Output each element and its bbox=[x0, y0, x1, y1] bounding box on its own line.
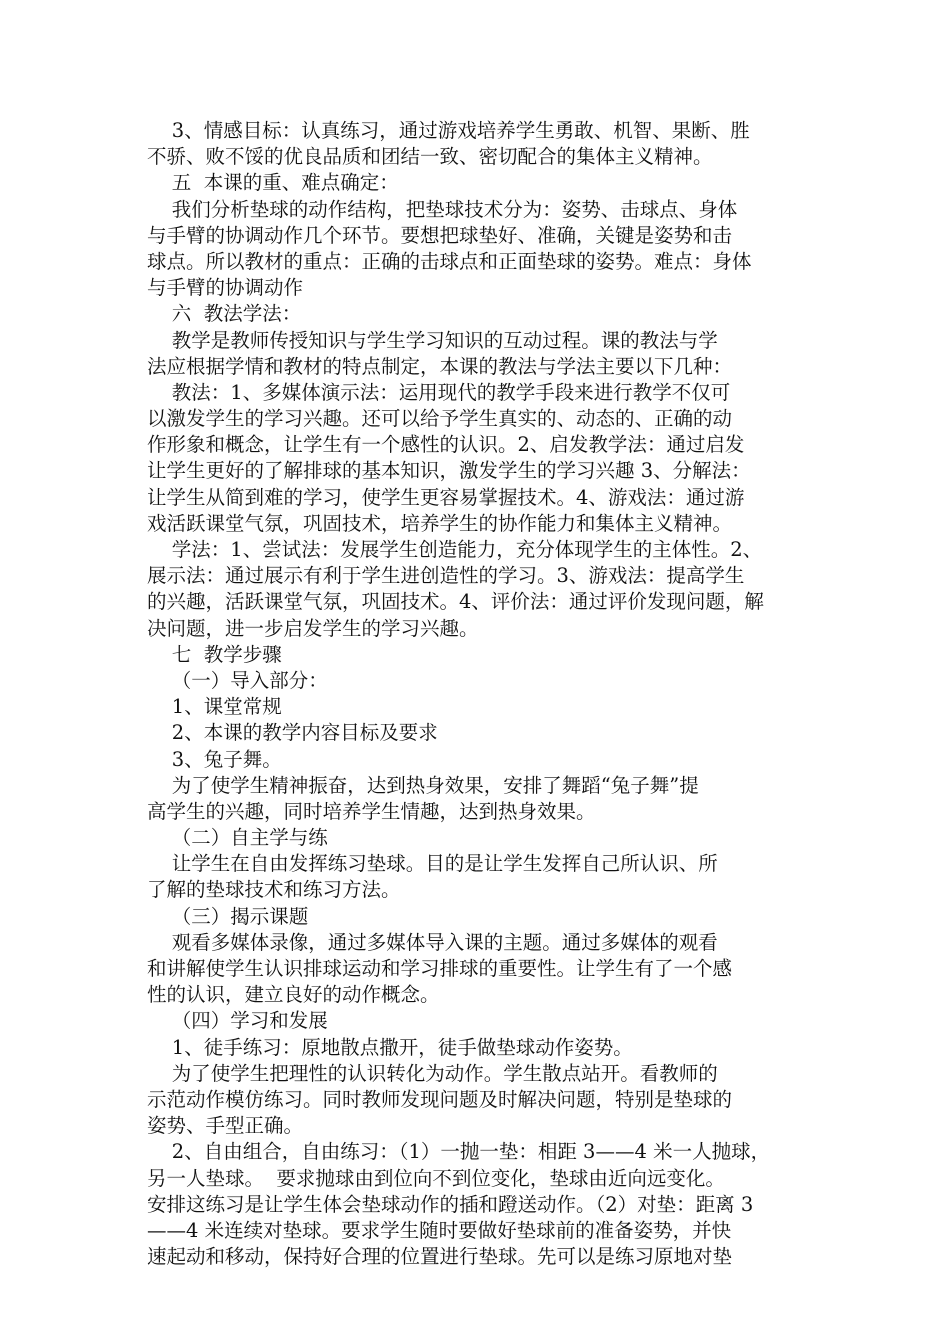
document-line: 让学生在自由发挥练习垫球。目的是让学生发挥自己所认识、所 bbox=[147, 852, 718, 876]
document-line: 观看多媒体录像，通过多媒体导入课的主题。通过多媒体的观看 bbox=[147, 930, 718, 954]
document-line: 法应根据学情和教材的特点制定，本课的教法与学法主要以下几种： bbox=[147, 354, 733, 378]
document-line: 3、情感目标：认真练习，通过游戏培养学生勇敢、机智、果断、胜 bbox=[147, 119, 750, 142]
document-line: 示范动作模仿练习。同时教师发现问题及时解决问题，特别是垫球的 bbox=[147, 1087, 733, 1111]
document-line: 了解的垫球技术和练习方法。 bbox=[147, 878, 401, 902]
document-line: 安排这练习是让学生体会垫球动作的插和蹬送动作。（2）对垫：距离 3 bbox=[147, 1192, 754, 1216]
document-line: 戏活跃课堂气氛，巩固技术，培养学生的协作能力和集体主义精神。 bbox=[147, 511, 733, 535]
document-line: （二）自主学与练 bbox=[147, 826, 328, 850]
document-line: （三）揭示课题 bbox=[147, 904, 309, 928]
document-line: 1、课堂常规 bbox=[147, 695, 282, 719]
document-line: 我们分析垫球的动作结构，把垫球技术分为：姿势、击球点、身体 bbox=[147, 197, 738, 221]
document-line: 展示法：通过展示有利于学生进创造性的学习。3、游戏法：提高学生 bbox=[147, 564, 745, 588]
document-line: 速起动和移动，保持好合理的位置进行垫球。先可以是练习原地对垫 bbox=[147, 1245, 733, 1269]
document-line: 性的认识，建立良好的动作概念。 bbox=[147, 983, 440, 1007]
document-line: （四）学习和发展 bbox=[147, 1009, 328, 1033]
document-line: 学法：1、尝试法：发展学生创造能力，充分体现学生的主体性。2、 bbox=[147, 538, 763, 561]
document-line: 让学生更好的了解排球的基本知识，激发学生的学习兴趣 3、分解法： bbox=[147, 459, 751, 483]
document-line: 姿势、手型正确。 bbox=[147, 1114, 304, 1138]
document-line: 教学是教师传授知识与学生学习知识的互动过程。课的教法与学 bbox=[147, 328, 718, 352]
document-line: 高学生的兴趣，同时培养学生情趣，达到热身效果。 bbox=[147, 799, 596, 823]
document-line: 以激发学生的学习兴趣。还可以给予学生真实的、动态的、正确的动 bbox=[147, 407, 733, 431]
document-line: 和讲解使学生认识排球运动和学习排球的重要性。让学生有了一个感 bbox=[147, 957, 733, 980]
document-line: 球点。所以教材的重点：正确的击球点和正面垫球的姿势。难点：身体 bbox=[147, 249, 752, 273]
document-line: 六 教法学法： bbox=[147, 302, 302, 326]
document-line: ——4 米连续对垫球。要求学生随时要做好垫球前的准备姿势，并快 bbox=[147, 1218, 732, 1242]
document-line: 与手臂的协调动作几个环节。要想把球垫好、准确，关键是姿势和击 bbox=[147, 223, 733, 247]
document-line: 让学生从简到难的学习，使学生更容易掌握技术。4、游戏法：通过游 bbox=[147, 485, 745, 509]
document-body bbox=[147, 118, 807, 1270]
document-line: 2、本课的教学内容目标及要求 bbox=[147, 721, 438, 745]
document-line: 教法：1、多媒体演示法：运用现代的教学手段来进行教学不仅可 bbox=[147, 380, 731, 404]
document-line: 五 本课的重、难点确定： bbox=[147, 171, 399, 195]
document-line: 作形象和概念，让学生有一个感性的认识。2、启发教学法：通过启发 bbox=[147, 433, 745, 457]
document-line: 3、兔子舞。 bbox=[147, 747, 282, 771]
document-line: 为了使学生把理性的认识转化为动作。学生散点站开。看教师的 bbox=[147, 1061, 718, 1085]
document-line: 七 教学步骤 bbox=[147, 642, 282, 666]
document-line: 1、徒手练习：原地散点撒开，徒手做垫球动作姿势。 bbox=[147, 1035, 633, 1059]
document-line: 2、自由组合，自由练习：（1）一抛一垫：相距 3——4 米一人抛球， bbox=[147, 1140, 771, 1164]
document-line: 决问题，进一步启发学生的学习兴趣。 bbox=[147, 616, 479, 640]
document-line: 的兴趣，活跃课堂气氛，巩固技术。4、评价法：通过评价发现问题，解 bbox=[147, 590, 764, 614]
document-line: 不骄、败不馁的优良品质和团结一致、密切配合的集体主义精神。 bbox=[147, 145, 713, 169]
document-line: 另一人垫球。 要求抛球由到位向不到位变化，垫球由近向远变化。 bbox=[147, 1166, 725, 1190]
document-line: 与手臂的协调动作 bbox=[147, 276, 304, 300]
document-line: （一）导入部分： bbox=[147, 668, 328, 692]
document-line: 为了使学生精神振奋，达到热身效果，安排了舞蹈“兔子舞”提 bbox=[147, 773, 699, 797]
